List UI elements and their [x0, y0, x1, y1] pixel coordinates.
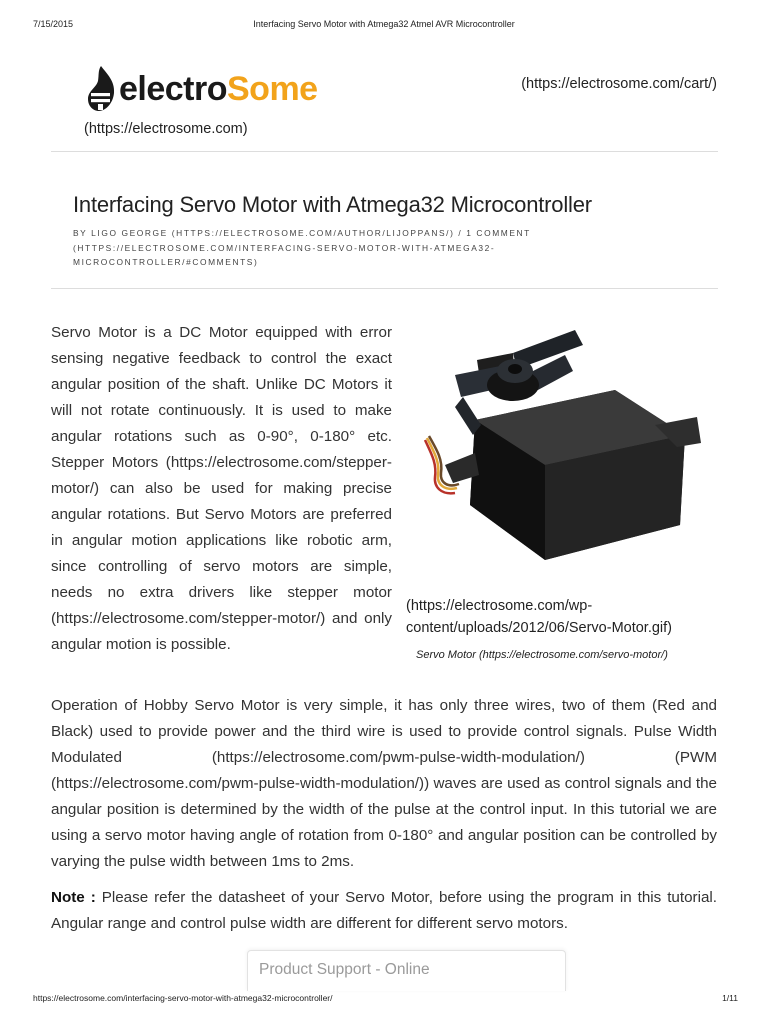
figure-caption[interactable]: Servo Motor (https://electrosome.com/servo-motor/): [416, 649, 668, 661]
servo-motor-image[interactable]: [415, 325, 715, 590]
page-number: 1/11: [722, 993, 738, 1003]
logo-text-electro: electro: [119, 70, 227, 108]
note-text: Please refer the datasheet of your Servo Motor, before using the program in this tutorial. Angular range and control pulse width are different for different servo motors.: [51, 889, 717, 932]
note-label: Note :: [51, 889, 96, 906]
note-paragraph: [51, 885, 717, 937]
print-date: 7/15/2015: [33, 19, 74, 29]
header-divider: [51, 151, 718, 152]
intro-text: Servo Motor is a DC Motor equipped with error sensing negative feedback to control the exact angular position of the shaft. Unlike DC Motors it will not rotate continuously. It is used to make angular rotations such as 0-90°, 0-180° etc. Stepper Motors (https://electrosome.com/stepper-motor/) can also be used for making precise angular rotations. But Servo Motors are preferred in angular motion applications like robotic arm, since controlling of servo motors are simple, needs no extra drivers like stepper motor (https://electrosome.com/stepper-motor/) and only angular motion is possible.: [51, 324, 392, 653]
figure-link[interactable]: (https://electrosome.com/wp-content/uploads/2012/06/Servo-Motor.gif): [406, 598, 672, 636]
print-page-title: Interfacing Servo Motor with Atmega32 Atmel AVR Microcontroller: [253, 19, 515, 29]
support-label: Product Support - Online: [259, 961, 430, 978]
title-divider: [51, 288, 718, 289]
product-support-widget[interactable]: [247, 950, 566, 991]
operation-paragraph: Operation of Hobby Servo Motor is very simple, it has only three wires, two of them (Red and Black) used to provide power and the third wire is used to provide control signals. Pulse Width Modulated (https://electrosome.com/pwm-pulse-width-modulation/) (PWM (https://electrosome.com/pwm-pulse-width-modulation/)) waves are used as control signals and the angular position is determined by the width of the pulse at the control input. In this tutorial we are using a servo motor having angle of rotation from 0-180° and angular position can be controlled by varying the pulse width between 1ms to 2ms.: [51, 697, 717, 870]
site-logo[interactable]: [85, 64, 335, 116]
article-byline[interactable]: BY LIGO GEORGE (HTTPS://ELECTROSOME.COM/AUTHOR/LIJOPPANS/) / 1 COMMENT (HTTPS://ELECTROSOME.COM/INTERFACING-SERVO-MOTOR-WITH-ATMEGA32-MICROCONTROLLER/#COMMENTS): [73, 228, 531, 267]
home-link[interactable]: (https://electrosome.com): [84, 121, 248, 137]
article-title: Interfacing Servo Motor with Atmega32 Microcontroller: [73, 192, 592, 217]
servo-motor-illustration: [415, 325, 715, 590]
logo-text-some: Some: [227, 70, 318, 108]
print-header: [0, 19, 768, 31]
logo-wordmark: [119, 70, 318, 109]
flame-plug-icon: [85, 64, 119, 116]
cart-link[interactable]: (https://electrosome.com/cart/): [521, 76, 717, 92]
print-url: https://electrosome.com/interfacing-servo-motor-with-atmega32-microcontroller/: [33, 993, 333, 1003]
intro-paragraph: [51, 320, 392, 658]
